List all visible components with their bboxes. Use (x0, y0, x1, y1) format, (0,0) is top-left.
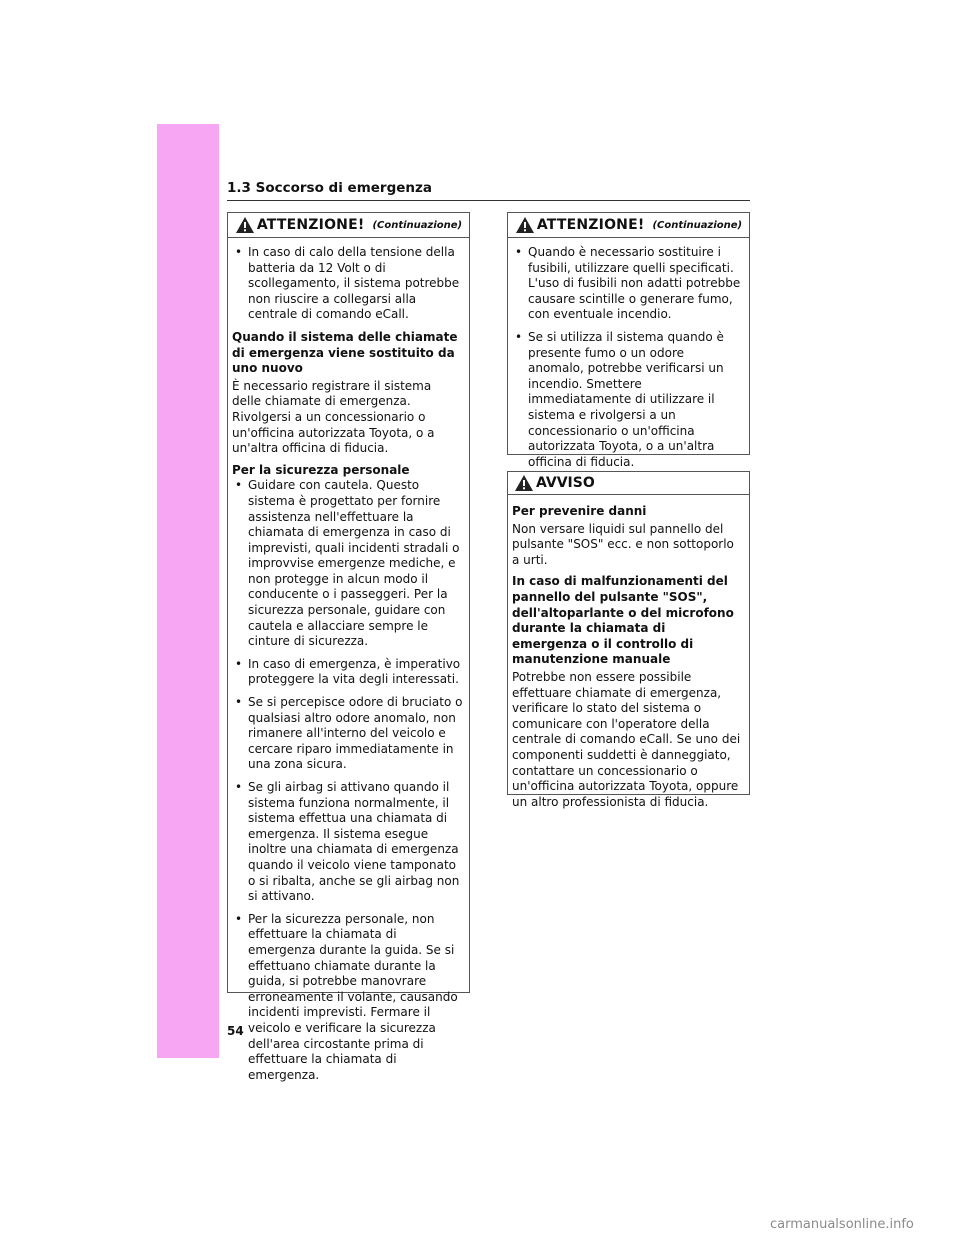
bullet-list-top (232, 245, 463, 323)
warning-triangle-icon (235, 216, 255, 234)
paragraph-registration: È necessario registrare il sistema delle chiamate di emergenza. Rivolgersi a un concessionario o un'officina autorizzata Toyota, o a un'altra officina di fiducia. (232, 378, 435, 456)
warning-box-right (507, 212, 750, 469)
watermark: carmanualsonline.info (770, 1217, 914, 1232)
subheading-malfunction: In caso di malfunzionamenti del pannello del pulsante "SOS", dell'altoparlante o del microfono durante la chiamata di emergenza o il controllo di manutenzione manuale (512, 574, 734, 667)
list-item: • Per la sicurezza personale, non effettuare la chiamata di emergenza durante la guida. Se si effettuano chiamate durante la guida, si potrebbe manovrare erroneamente il volante, causando incidenti imprevisti. Fermare il veicolo e verificare la sicurezza dell'area circostante prima di effettuare la chiamata di emergenza. (232, 912, 463, 1084)
section-header: 1.3 Soccorso di emergenza (227, 180, 750, 201)
continued-label: (Continuazione) (372, 219, 463, 231)
list-item: • Se gli airbag si attivano quando il sistema funziona normalmente, il sistema effettua una chiamata di emergenza. Il sistema esegue inoltre una chiamata di emergenza quando il veicolo viene tamponato o si ribalta, anche se gli airbag non si attivano. (232, 780, 463, 905)
warning-box-body (508, 238, 749, 483)
warning-box-body (228, 238, 469, 1096)
continued-label: (Continuazione) (652, 219, 743, 231)
bullet-list-safety (232, 478, 463, 1083)
list-item: • Se si percepisce odore di bruciato o qualsiasi altro odore anomalo, non rimanere all'interno del veicolo e cercare riparo immediatamente in una zona sicura. (232, 695, 463, 773)
warning-box-header (228, 213, 469, 238)
paragraph-malfunction: Potrebbe non essere possibile effettuare chiamate di emergenza, verificare lo stato del sistema o comunicare con l'operatore della centrale di comando eCall. Se uno dei componenti suddetti è danneggiato, contattare un concessionario o un'officina autorizzata Toyota, oppure un altro professionista di fiducia. (512, 669, 741, 809)
notice-box-header (508, 472, 749, 495)
subheading-new-system: Quando il sistema delle chiamate di emergenza viene sostituito da uno nuovo (232, 329, 458, 376)
page-number: 54 (227, 1024, 244, 1038)
notice-box (507, 471, 750, 809)
subheading-personal-safety: Per la sicurezza personale (232, 462, 410, 477)
chapter-sidebar-tab (157, 124, 219, 1058)
bullet-list-fuses (512, 245, 743, 470)
list-item: • Quando è necessario sostituire i fusibili, utilizzare quelli specificati. L'uso di fusibili non adatti potrebbe causare scintille o generare fumo, con eventuale incendio. (512, 245, 743, 323)
paragraph-no-liquids: Non versare liquidi sul pannello del pulsante "SOS" ecc. e non sottoporlo a urti. (512, 521, 734, 567)
warning-title: ATTENZIONE! (536, 217, 645, 233)
notice-box-body (508, 495, 749, 822)
list-item: • Se si utilizza il sistema quando è presente fumo o un odore anomalo, potrebbe verificarsi un incendio. Smettere immediatamente di utilizzare il sistema e rivolgersi a un concessionario o un'officina autorizzata Toyota, o a un'altra officina di fiducia. (512, 330, 743, 470)
warning-triangle-icon (515, 216, 535, 234)
list-item: • In caso di emergenza, è imperativo proteggere la vita degli interessati. (232, 657, 463, 688)
list-item: • In caso di calo della tensione della batteria da 12 Volt o di scollegamento, il sistema potrebbe non riuscire a collegarsi alla centrale di comando eCall. (232, 245, 463, 323)
subheading-prevent-damage: Per prevenire danni (512, 504, 647, 518)
warning-triangle-icon (514, 474, 534, 492)
warning-title: ATTENZIONE! (256, 217, 365, 233)
notice-title: AVVISO (536, 475, 595, 491)
warning-box-header (508, 213, 749, 238)
list-item: • Guidare con cautela. Questo sistema è progettato per fornire assistenza nell'effettuare la chiamata di emergenza in caso di imprevisti, quali incidenti stradali o improvvise emergenze mediche, e non protegge in alcun modo il conducente o i passeggeri. Per la sicurezza personale, guidare con cautela e allacciare sempre le cinture di sicurezza. (232, 478, 463, 650)
